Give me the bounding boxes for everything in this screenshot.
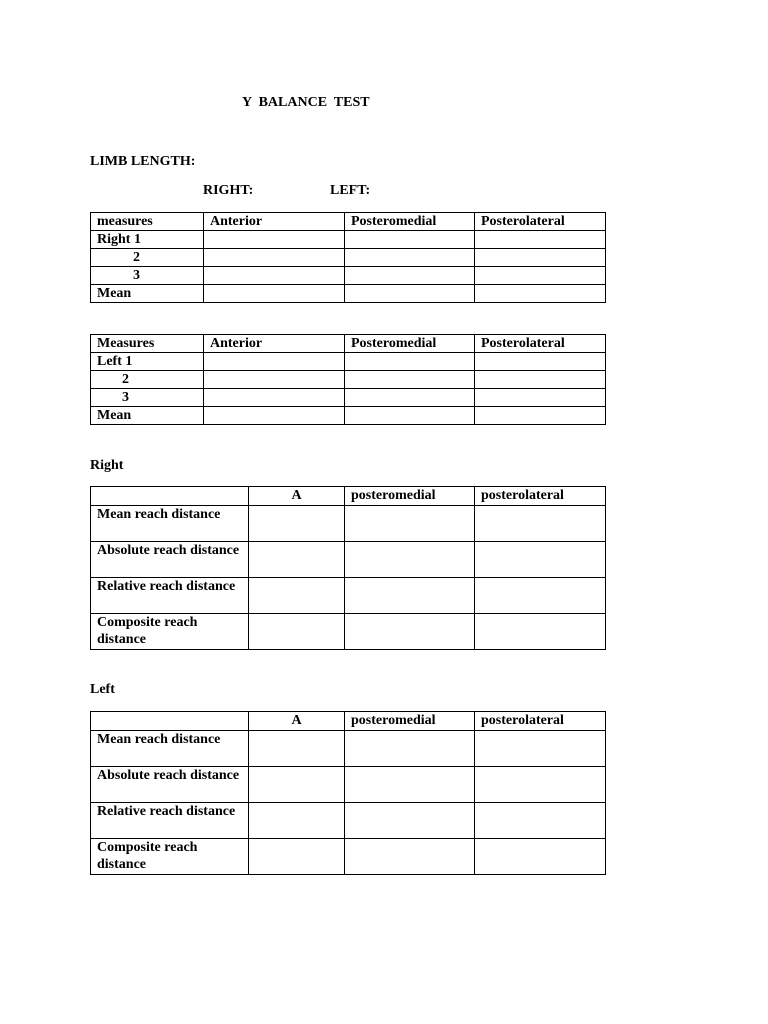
entry-cell[interactable] <box>345 353 475 371</box>
header-posteromedial: posteromedial <box>345 712 475 731</box>
row-label: Relative reach distance <box>91 578 249 614</box>
left-measures-table <box>90 334 606 425</box>
entry-cell[interactable] <box>475 578 606 614</box>
entry-cell[interactable] <box>204 371 345 389</box>
entry-cell[interactable] <box>475 731 606 767</box>
row-label: 3 <box>91 267 204 285</box>
header-posterolateral: posterolateral <box>475 712 606 731</box>
entry-cell[interactable] <box>345 506 475 542</box>
entry-cell[interactable] <box>475 614 606 650</box>
row-label: Relative reach distance <box>91 803 249 839</box>
entry-cell[interactable] <box>249 839 345 875</box>
entry-cell[interactable] <box>475 353 606 371</box>
header-a: A <box>249 487 345 506</box>
entry-cell[interactable] <box>475 767 606 803</box>
left-section-label: Left <box>90 682 115 697</box>
entry-cell[interactable] <box>249 803 345 839</box>
table-row <box>91 731 606 767</box>
entry-cell[interactable] <box>249 614 345 650</box>
table-row <box>91 267 606 285</box>
right-measures-table <box>90 212 606 303</box>
entry-cell[interactable] <box>345 231 475 249</box>
table-row <box>91 614 606 650</box>
table-header-row <box>91 712 606 731</box>
entry-cell[interactable] <box>475 407 606 425</box>
row-label: Mean reach distance <box>91 731 249 767</box>
limb-length-left-label: LEFT: <box>330 183 371 198</box>
row-label: 2 <box>91 371 204 389</box>
table-row <box>91 231 606 249</box>
header-posteromedial: posteromedial <box>345 487 475 506</box>
left-reach-table <box>90 711 606 875</box>
table-row <box>91 389 606 407</box>
header-blank <box>91 712 249 731</box>
entry-cell[interactable] <box>204 231 345 249</box>
entry-cell[interactable] <box>475 839 606 875</box>
entry-cell[interactable] <box>345 839 475 875</box>
table-header-row <box>91 487 606 506</box>
entry-cell[interactable] <box>249 731 345 767</box>
entry-cell[interactable] <box>345 542 475 578</box>
entry-cell[interactable] <box>345 389 475 407</box>
entry-cell[interactable] <box>345 731 475 767</box>
table-row <box>91 767 606 803</box>
limb-length-label: LIMB LENGTH: <box>90 154 196 169</box>
row-label: Absolute reach distance <box>91 767 249 803</box>
header-posteromedial: Posteromedial <box>345 335 475 353</box>
entry-cell[interactable] <box>475 542 606 578</box>
entry-cell[interactable] <box>345 267 475 285</box>
entry-cell[interactable] <box>345 767 475 803</box>
header-posterolateral: posterolateral <box>475 487 606 506</box>
table-row <box>91 407 606 425</box>
table-row <box>91 249 606 267</box>
entry-cell[interactable] <box>345 578 475 614</box>
table-row <box>91 803 606 839</box>
table-row <box>91 542 606 578</box>
entry-cell[interactable] <box>475 231 606 249</box>
header-anterior: Anterior <box>204 213 345 231</box>
entry-cell[interactable] <box>475 267 606 285</box>
entry-cell[interactable] <box>249 506 345 542</box>
row-label: Composite reach distance <box>91 839 249 875</box>
header-blank <box>91 487 249 506</box>
table-row <box>91 353 606 371</box>
page-title: Y BALANCE TEST <box>242 95 370 110</box>
row-label: Mean <box>91 407 204 425</box>
entry-cell[interactable] <box>249 542 345 578</box>
table-header-row <box>91 213 606 231</box>
row-label: Mean reach distance <box>91 506 249 542</box>
header-posteromedial: Posteromedial <box>345 213 475 231</box>
table-row <box>91 371 606 389</box>
entry-cell[interactable] <box>204 353 345 371</box>
entry-cell[interactable] <box>345 249 475 267</box>
table-row <box>91 839 606 875</box>
entry-cell[interactable] <box>345 285 475 303</box>
header-a: A <box>249 712 345 731</box>
header-measures: measures <box>91 213 204 231</box>
header-anterior: Anterior <box>204 335 345 353</box>
entry-cell[interactable] <box>204 285 345 303</box>
entry-cell[interactable] <box>204 249 345 267</box>
row-label: Composite reach distance <box>91 614 249 650</box>
entry-cell[interactable] <box>475 803 606 839</box>
header-measures: Measures <box>91 335 204 353</box>
entry-cell[interactable] <box>345 407 475 425</box>
table-header-row <box>91 335 606 353</box>
entry-cell[interactable] <box>475 371 606 389</box>
row-label: Mean <box>91 285 204 303</box>
limb-length-right-label: RIGHT: <box>203 183 254 198</box>
entry-cell[interactable] <box>475 506 606 542</box>
right-reach-table <box>90 486 606 650</box>
entry-cell[interactable] <box>345 614 475 650</box>
table-row <box>91 506 606 542</box>
entry-cell[interactable] <box>345 371 475 389</box>
table-row <box>91 578 606 614</box>
entry-cell[interactable] <box>204 267 345 285</box>
row-label: 2 <box>91 249 204 267</box>
row-label: Absolute reach distance <box>91 542 249 578</box>
entry-cell[interactable] <box>249 767 345 803</box>
row-label: Right 1 <box>91 231 204 249</box>
entry-cell[interactable] <box>475 285 606 303</box>
entry-cell[interactable] <box>345 803 475 839</box>
header-posterolateral: Posterolateral <box>475 335 606 353</box>
row-label: 3 <box>91 389 204 407</box>
row-label: Left 1 <box>91 353 204 371</box>
entry-cell[interactable] <box>204 389 345 407</box>
entry-cell[interactable] <box>475 249 606 267</box>
table-row <box>91 285 606 303</box>
entry-cell[interactable] <box>249 578 345 614</box>
entry-cell[interactable] <box>475 389 606 407</box>
header-posterolateral: Posterolateral <box>475 213 606 231</box>
right-section-label: Right <box>90 458 124 473</box>
entry-cell[interactable] <box>204 407 345 425</box>
